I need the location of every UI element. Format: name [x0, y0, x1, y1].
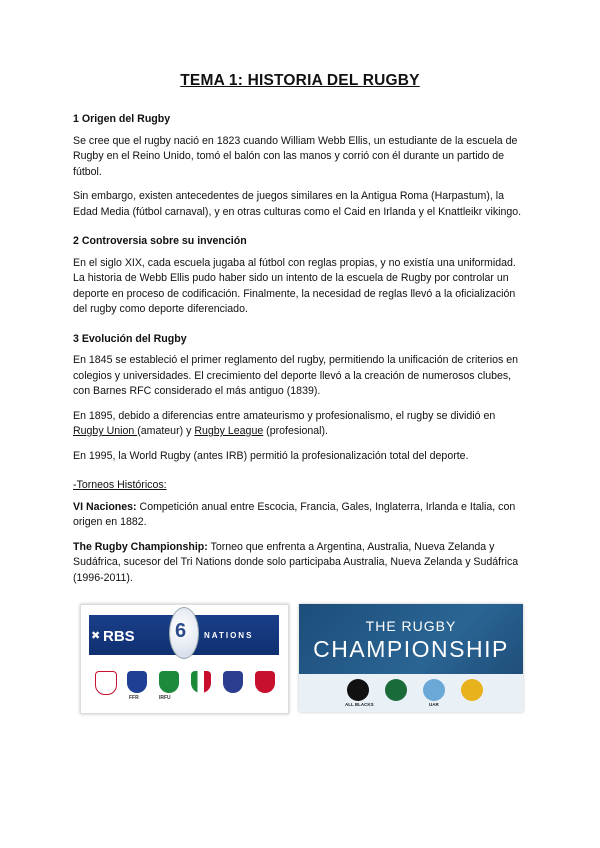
section-heading: 1 Origen del Rugby	[73, 113, 171, 125]
crest-row	[89, 667, 279, 707]
championship-line1: THE RUGBY	[365, 618, 457, 634]
wallabies-kangaroo-icon	[461, 679, 483, 701]
wales-feathers-icon	[255, 671, 275, 693]
six-nations-logo-image	[80, 604, 289, 714]
section-torneos	[73, 478, 528, 586]
team-badges	[299, 674, 523, 712]
tournament-logos	[80, 604, 525, 714]
section-evolucion	[73, 332, 528, 465]
crest-label: IRFU	[159, 695, 171, 701]
text-run: Competición anual entre Escocia, Francia, Gales, Inglaterra, Irlanda e Italia, con origen en 1882.	[73, 500, 516, 528]
section-controversia	[73, 234, 528, 318]
scotland-thistle-icon	[223, 671, 243, 693]
nations-text: NATIONS	[204, 631, 254, 640]
paragraph: En 1995, la World Rugby (antes IRB) permitió la profesionalización total del deporte.	[73, 449, 469, 462]
rugby-union-link[interactable]: Rugby Union	[73, 425, 138, 437]
page-title: TEMA 1: HISTORIA DEL RUGBY	[180, 72, 420, 89]
paragraph	[73, 500, 528, 531]
term-label: VI Naciones:	[73, 500, 137, 513]
rugby-championship-logo-image	[299, 604, 523, 712]
ireland-shamrock-icon	[159, 671, 179, 693]
argentina-puma-icon	[423, 679, 445, 701]
section-heading: -Torneos Históricos:	[73, 479, 167, 491]
document-body	[73, 112, 528, 600]
text-run: En 1895, debido a diferencias entre amateurismo y profesionalismo, el rugby se dividió en	[73, 409, 496, 422]
rbs-icon: ✖	[91, 630, 101, 642]
france-rooster-icon	[127, 671, 147, 693]
term-label: The Rugby Championship:	[73, 540, 208, 553]
section-heading: 2 Controversia sobre su invención	[73, 235, 247, 247]
section-heading: 3 Evolución del Rugby	[73, 332, 187, 345]
paragraph	[73, 409, 528, 440]
paragraph: En el siglo XIX, cada escuela jugaba al fútbol con reglas propias, y no existía una uniformidad. La historia de Webb Ellis pudo haber sido un intento de la escuela de Rugby por controlar un deporte en proceso de codificación. Finalmente, la necesidad de reglas llevó a la oficialización del rugby como deporte diferenciado.	[73, 256, 516, 315]
paragraph: En 1845 se estableció el primer reglamento del rugby, permitiendo la unificación de criterios en colegios y universidades. El crecimiento del deporte llevó a la creación de numerosos clubes, con Barnes RFC considerado el más antiguo (1839).	[73, 354, 518, 397]
england-rose-icon	[95, 671, 117, 695]
rugby-league-link[interactable]: Rugby League	[194, 425, 264, 437]
text-run: (amateur) y	[137, 425, 195, 437]
italy-crest-icon	[191, 671, 211, 693]
text-run: (profesional).	[263, 425, 329, 437]
badge-label: ALL BLACKS	[345, 702, 374, 707]
springbok-icon	[385, 679, 407, 701]
text-run: Torneo que enfrenta a Argentina, Australia, Nueva Zelanda y Sudáfrica, sucesor del Tri Nations donde solo participaba Australia, Nueva Zelanda y Sudáfrica (1996-2011).	[73, 540, 519, 584]
paragraph: Se cree que el rugby nació en 1823 cuando William Webb Ellis, un estudiante de la escuela de Rugby en el Reino Unido, tomó el balón con las manos y corrió con él durante un partido de fútbol.	[73, 134, 518, 178]
badge-label: UAR	[429, 702, 439, 707]
section-origen	[73, 112, 528, 220]
sponsor-text: RBS	[103, 628, 135, 645]
paragraph: Sin embargo, existen antecedentes de juegos similares en la Antigua Roma (Harpastum), la Edad Media (fútbol carnaval), y en otras culturas como el Caid en Irlanda y el Knattleikr vikingo.	[73, 190, 522, 218]
all-blacks-fern-icon	[347, 679, 369, 701]
championship-line2: CHAMPIONSHIP	[313, 636, 509, 662]
six-number: 6	[175, 620, 187, 642]
crest-label: FFR	[129, 695, 139, 701]
paragraph	[73, 540, 528, 587]
